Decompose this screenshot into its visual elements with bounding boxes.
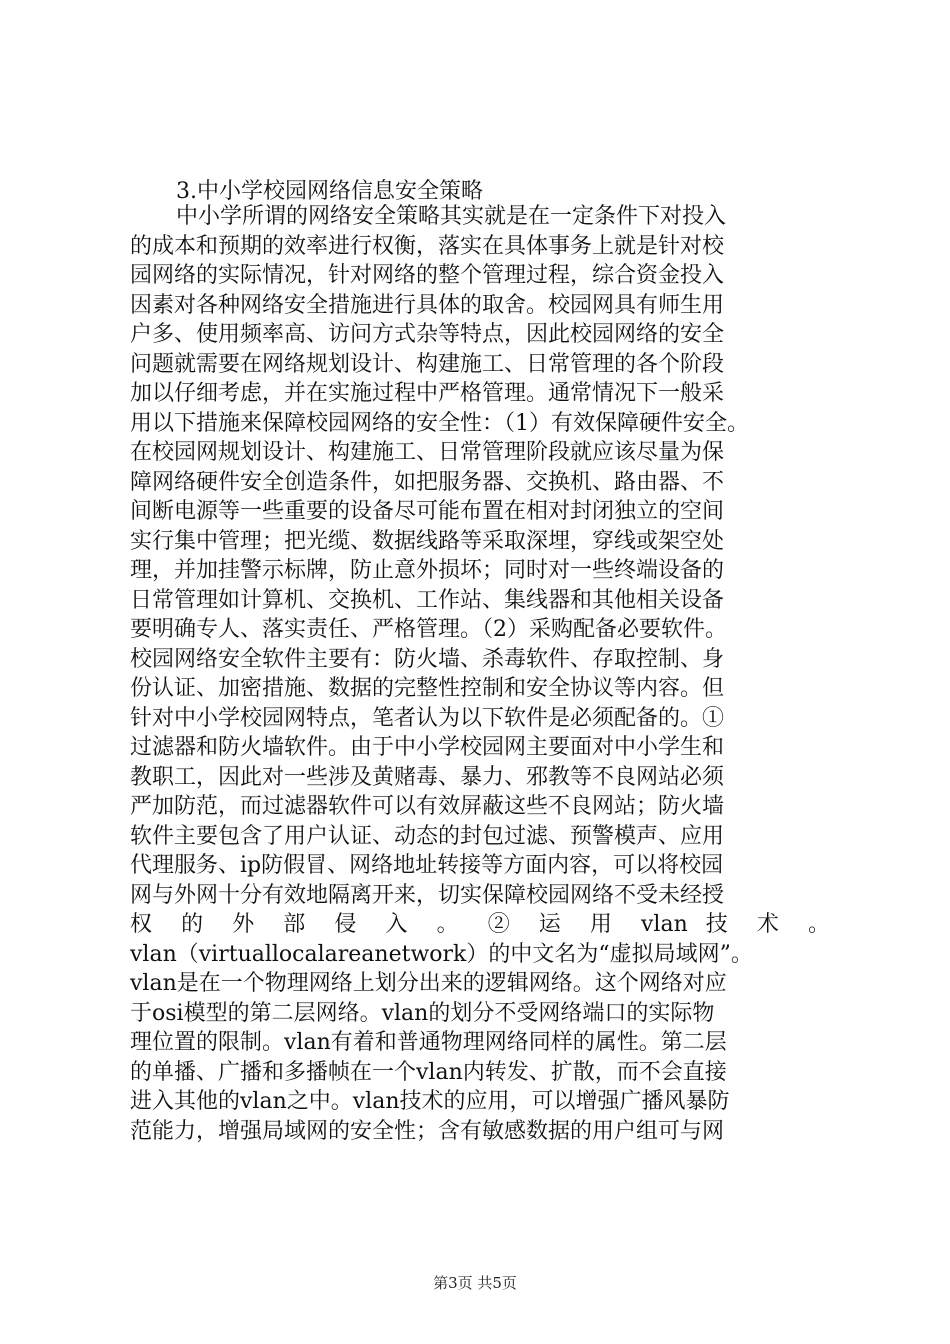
text-line: 在校园网规划设计、构建施工、日常管理阶段就应该尽量为保	[130, 440, 725, 465]
text-line: 进入其他的vlan之中。vlan技术的应用，可以增强广播风暴防	[130, 1089, 730, 1114]
text-line: 问题就需要在网络规划设计、构建施工、日常管理的各个阶段	[130, 351, 725, 377]
text-line: 实行集中管理；把光缆、数据线路等采取深埋，穿线或架空处	[130, 528, 725, 554]
text-line: 日常管理如计算机、交换机、工作站、集线器和其他相关设备	[130, 587, 725, 613]
text-line: 园网络的实际情况，针对网络的整个管理过程，综合资金投入	[130, 263, 725, 288]
text-line: 范能力，增强局域网的安全性；含有敏感数据的用户组可与网	[130, 1118, 725, 1144]
text-line: 于osi模型的第二层网络。vlan的划分不受网络端口的实际物	[130, 1000, 715, 1026]
text-line: 权 的 外 部 侵 入 。 ② 运 用 vlan 技 术 。	[130, 912, 830, 937]
text-line: 校园网络安全软件主要有：防火墙、杀毒软件、存取控制、身	[130, 646, 725, 672]
text-line: 针对中小学校园网特点，笔者认为以下软件是必须配备的。①	[130, 705, 725, 731]
text-line: vlan（virtuallocalareanetwork）的中文名为“虚拟局域网”。	[130, 941, 753, 967]
text-line: 的单播、广播和多播帧在一个vlan内转发、扩散，而不会直接	[130, 1059, 727, 1085]
text-line: vlan是在一个物理网络上划分出来的逻辑网络。这个网络对应	[130, 971, 727, 996]
text-line: 用以下措施来保障校园网络的安全性：（1）有效保障硬件安全。	[130, 410, 749, 436]
text-line: 加以仔细考虑，并在实施过程中严格管理。通常情况下一般采	[130, 381, 725, 406]
text-line: 理，并加挂警示标牌，防止意外损坏；同时对一些终端设备的	[130, 558, 725, 583]
page-number-footer: 第3页 共5页	[433, 1274, 517, 1292]
text-line: 因素对各种网络安全措施进行具体的取舍。校园网具有师生用	[130, 292, 725, 318]
text-line: 网与外网十分有效地隔离开来，切实保障校园网络不受未经授	[130, 882, 725, 908]
text-line: 过滤器和防火墙软件。由于中小学校园网主要面对中小学生和	[130, 735, 725, 760]
text-line: 教职工，因此对一些涉及黄赌毒、暴力、邪教等不良网站必须	[130, 764, 725, 790]
text-line: 障网络硬件安全创造条件，如把服务器、交换机、路由器、不	[130, 469, 725, 495]
text-line: 间断电源等一些重要的设备尽可能布置在相对封闭独立的空间	[130, 499, 725, 524]
text-line: 中小学所谓的网络安全策略其实就是在一定条件下对投入	[176, 204, 727, 229]
text-line: 严加防范，而过滤器软件可以有效屏蔽这些不良网站；防火墙	[130, 794, 725, 819]
text-line: 理位置的限制。vlan有着和普通物理网络同样的属性。第二层	[130, 1030, 727, 1055]
body-paragraph	[130, 202, 830, 1146]
text-line: 的成本和预期的效率进行权衡，落实在具体事务上就是针对校	[130, 233, 725, 259]
text-line: 软件主要包含了用户认证、动态的封包过滤、预警模声、应用	[130, 823, 725, 849]
text-line: 要明确专人、落实责任、严格管理。（2）采购配备必要软件。	[130, 617, 727, 642]
text-line: 份认证、加密措施、数据的完整性控制和安全协议等内容。但	[130, 676, 725, 701]
text-line: 代理服务、ip防假冒、网络地址转接等方面内容，可以将校园	[130, 853, 724, 878]
section-heading: 3.中小学校园网络信息安全策略	[176, 179, 483, 204]
text-line: 户多、使用频率高、访问方式杂等特点，因此校园网络的安全	[130, 322, 725, 347]
